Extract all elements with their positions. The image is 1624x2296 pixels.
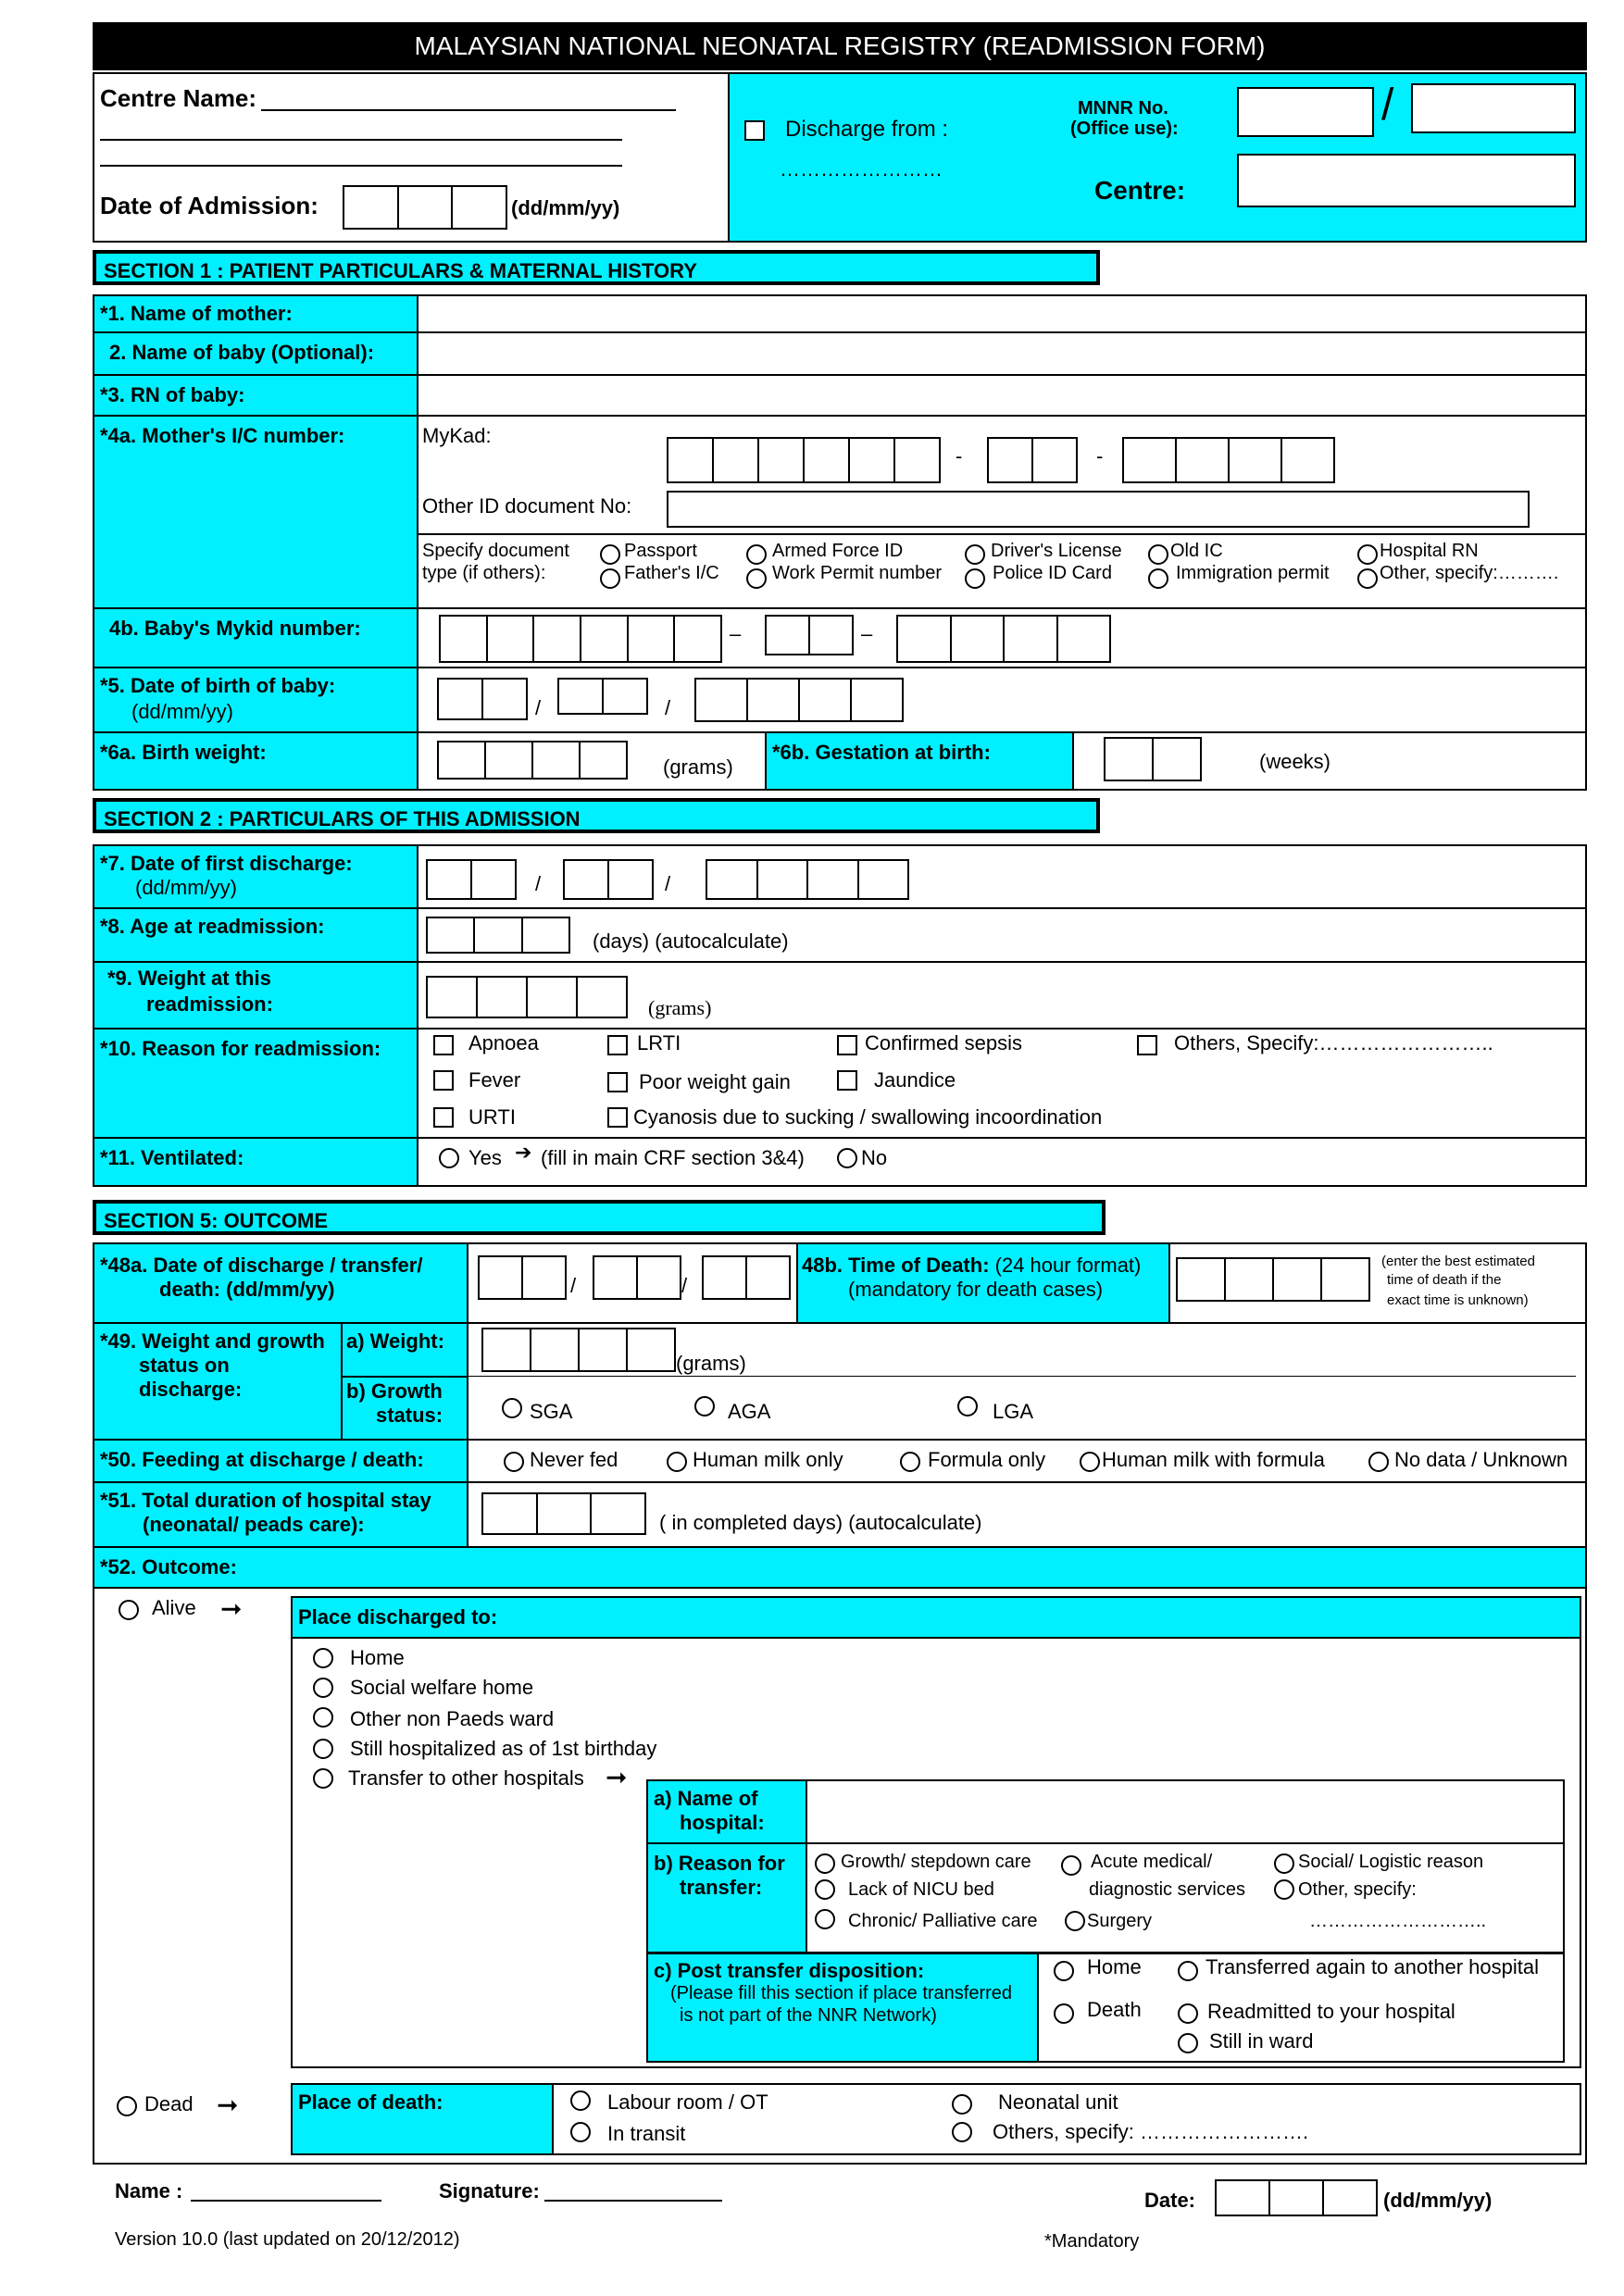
dob-slash-1: / (535, 696, 542, 719)
dest-social-label: Social welfare home (350, 1676, 534, 1699)
q9-label: *9. Weight at this (107, 967, 271, 990)
transfer-reason-label: b) Reason for (654, 1852, 785, 1875)
outcome-dead-radio[interactable] (117, 2096, 137, 2116)
q49-weight-unit: (grams) (676, 1352, 746, 1375)
doc-police-label: Police ID Card (993, 563, 1112, 583)
post-transfer-note-2: is not part of the NNR Network) (680, 2005, 937, 2026)
doc-immig-label: Immigration permit (1176, 563, 1330, 583)
footer-signature-line[interactable] (544, 2200, 722, 2202)
mykad-dash-1: - (956, 444, 963, 468)
growth-sga-label: SGA (530, 1400, 573, 1423)
doc-father-label: Father's I/C (624, 563, 719, 583)
centre-input[interactable] (1237, 154, 1576, 207)
footer-name-line[interactable] (191, 2200, 381, 2202)
centre-name-line (261, 109, 676, 111)
q2-label: 2. Name of baby (Optional): (109, 341, 375, 364)
reason-urti-checkbox[interactable] (433, 1107, 454, 1128)
ventilated-yes-radio[interactable] (439, 1148, 459, 1168)
death-labour-label: Labour room / OT (607, 2090, 768, 2114)
mykad-label: MyKad: (422, 424, 492, 447)
reason-sepsis-checkbox[interactable] (837, 1035, 857, 1055)
first-discharge-month-input[interactable] (563, 859, 654, 900)
specify-doc-label: Specify document (422, 541, 569, 561)
date-admission-input[interactable] (343, 185, 507, 230)
mother-name-input[interactable] (418, 296, 1585, 331)
tr-acute-radio[interactable] (1061, 1855, 1081, 1876)
q5-label: *5. Date of birth of baby: (100, 674, 336, 697)
form-title-bar (93, 22, 1587, 70)
readmission-weight-input[interactable] (426, 976, 628, 1018)
q48b-label: 48b. Time of Death: (24 hour format) (802, 1254, 1142, 1277)
tr-surgery-radio[interactable] (1065, 1911, 1085, 1931)
tr-nicu-radio[interactable] (815, 1879, 835, 1900)
q49-label: *49. Weight and growth (100, 1329, 325, 1353)
q9-label-2: readmission: (146, 992, 273, 1016)
birth-weight-input[interactable] (437, 741, 628, 780)
doc-oldic-radio[interactable] (1148, 544, 1168, 565)
mnnr-label: MNNR No. (1078, 98, 1168, 119)
doc-other-label: Other, specify:………. (1380, 563, 1559, 583)
mykad-input-2[interactable] (987, 437, 1078, 483)
dob-month-input[interactable] (557, 678, 648, 715)
q48a-label: *48a. Date of discharge / transfer/ (100, 1254, 423, 1277)
footer-mandatory: *Mandatory (1044, 2231, 1140, 2252)
q10-label: *10. Reason for readmission: (100, 1037, 381, 1060)
growth-aga-radio[interactable] (694, 1396, 715, 1416)
place-discharged-label: Place discharged to: (298, 1605, 498, 1628)
date-admission-format: (dd/mm/yy) (511, 196, 620, 219)
age-readmission-input[interactable] (426, 917, 570, 954)
post-transferred-label: Transferred again to another hospital (1206, 1955, 1539, 1978)
tr-chronic-radio[interactable] (815, 1909, 835, 1929)
death-others-radio[interactable] (952, 2122, 972, 2142)
footer-date-format: (dd/mm/yy) (1383, 2189, 1493, 2212)
footer-name-label: Name : (115, 2179, 183, 2202)
dead-arrow-icon: ➞ (217, 2090, 239, 2119)
feed-never-label: Never fed (530, 1448, 618, 1471)
reason-cyanosis-label: Cyanosis due to sucking / swallowing incoordination (633, 1105, 1103, 1129)
dest-still-radio[interactable] (313, 1739, 333, 1759)
q49-label-3: discharge: (139, 1378, 243, 1401)
outcome-alive-label: Alive (152, 1596, 196, 1619)
reason-others-label: Others, Specify:…………………….. (1174, 1031, 1493, 1054)
doc-work-label: Work Permit number (772, 563, 943, 583)
q6a-label: *6a. Birth weight: (100, 741, 267, 764)
doc-driver-label: Driver's License (991, 541, 1122, 561)
doc-armed-label: Armed Force ID (772, 541, 904, 561)
centre-label: Centre: (1094, 176, 1186, 205)
centre-name-label: Centre Name: (100, 84, 257, 112)
ventilated-arrow-icon: ➔ (515, 1141, 532, 1164)
baby-name-input[interactable] (418, 333, 1585, 374)
q49-growth-label-2: status: (376, 1404, 443, 1427)
doc-driver-radio[interactable] (965, 544, 985, 565)
death-others-label: Others, specify: ……………………. (993, 2120, 1309, 2143)
doc-hosp-radio[interactable] (1357, 544, 1378, 565)
hosp-name-label-2: hospital: (680, 1811, 765, 1834)
place-death-label: Place of death: (298, 2090, 443, 2114)
reason-fever-checkbox[interactable] (433, 1070, 454, 1091)
doc-passport-radio[interactable] (600, 544, 620, 565)
post-transfer-note-1: (Please fill this section if place transferred (670, 1983, 1013, 2003)
reason-lrti-checkbox[interactable] (607, 1035, 628, 1055)
growth-lga-radio[interactable] (957, 1396, 978, 1416)
mnnr-input-2[interactable] (1411, 83, 1576, 133)
outcome-alive-radio[interactable] (119, 1600, 139, 1620)
mykid-dash-2: – (861, 622, 873, 645)
dob-slash-2: / (665, 696, 671, 719)
q7-slash-2: / (665, 872, 671, 895)
doc-father-radio[interactable] (600, 568, 620, 589)
reason-others-checkbox[interactable] (1137, 1035, 1157, 1055)
dest-still-label: Still hospitalized as of 1st birthday (350, 1737, 657, 1760)
hospital-name-input[interactable] (807, 1781, 1563, 1842)
q8-note: (days) (autocalculate) (593, 930, 789, 953)
feed-mix-radio[interactable] (1080, 1452, 1100, 1472)
dob-year-input[interactable] (694, 678, 904, 722)
reason-cyanosis-checkbox[interactable] (607, 1107, 628, 1128)
gestation-unit: (weeks) (1259, 750, 1331, 773)
death-neonatal-radio[interactable] (952, 2094, 972, 2115)
doc-armed-radio[interactable] (746, 544, 767, 565)
tr-social-label: Social/ Logistic reason (1298, 1852, 1484, 1872)
q5-format: (dd/mm/yy) (131, 700, 233, 723)
discharge-month-input[interactable] (593, 1255, 681, 1300)
q4b-label: 4b. Baby's Mykid number: (109, 617, 361, 640)
mykad-input-3[interactable] (1122, 437, 1335, 483)
feed-human-radio[interactable] (667, 1452, 687, 1472)
q4a-label: *4a. Mother's I/C number: (100, 424, 345, 447)
dest-other-ward-radio[interactable] (313, 1707, 333, 1728)
alive-arrow-icon: ➞ (220, 1594, 243, 1623)
q48b-note: (mandatory for death cases) (848, 1278, 1104, 1301)
feed-human-label: Human milk only (693, 1448, 843, 1471)
specify-doc-label-2: type (if others): (422, 563, 546, 583)
dest-transfer-label: Transfer to other hospitals (348, 1766, 584, 1790)
section1-header: SECTION 1 : PATIENT PARTICULARS & MATERNAL HISTORY (93, 250, 1100, 285)
ventilated-yes-label: Yes (468, 1146, 502, 1169)
tr-social-radio[interactable] (1274, 1853, 1294, 1874)
tr-other-dots: ……………………….. (1309, 1911, 1487, 1931)
doc-work-radio[interactable] (746, 568, 767, 589)
doc-passport-label: Passport (624, 541, 697, 561)
section5-header: SECTION 5: OUTCOME (93, 1200, 1106, 1235)
post-readmitted-label: Readmitted to your hospital (1207, 2000, 1455, 2023)
tr-surgery-label: Surgery (1087, 1911, 1153, 1931)
footer-date-input[interactable] (1215, 2179, 1378, 2216)
q48b-hint-1: (enter the best estimated (1381, 1254, 1535, 1269)
post-death-radio[interactable] (1054, 2003, 1074, 2024)
first-discharge-day-input[interactable] (426, 859, 517, 900)
dest-social-radio[interactable] (313, 1678, 333, 1698)
q48a-slash-1: / (570, 1274, 577, 1297)
birth-weight-unit: (grams) (663, 755, 733, 779)
reason-jaundice-label: Jaundice (874, 1068, 956, 1092)
outcome-dead-label: Dead (144, 2092, 194, 2115)
discharge-from-label: Discharge from : (785, 117, 949, 142)
mykid-input-3[interactable] (896, 615, 1111, 663)
q1-label: *1. Name of mother: (100, 302, 293, 325)
doc-hosp-label: Hospital RN (1380, 541, 1479, 561)
stay-duration-input[interactable] (481, 1492, 646, 1535)
post-home-radio[interactable] (1054, 1961, 1074, 1981)
growth-sga-radio[interactable] (502, 1398, 522, 1418)
death-transit-label: In transit (607, 2122, 686, 2145)
feed-nodata-radio[interactable] (1368, 1452, 1389, 1472)
post-death-label: Death (1087, 1998, 1142, 2021)
feed-formula-label: Formula only (928, 1448, 1046, 1471)
footer-version: Version 10.0 (last updated on 20/12/2012) (115, 2229, 460, 2250)
death-neonatal-label: Neonatal unit (998, 2090, 1118, 2114)
tr-growth-label: Growth/ stepdown care (841, 1852, 1031, 1872)
q49-label-2: status on (139, 1354, 230, 1377)
q48a-slash-2: / (681, 1274, 688, 1297)
transfer-reason-label-2: transfer: (680, 1876, 763, 1899)
baby-rn-input[interactable] (418, 376, 1585, 415)
ventilated-note: (fill in main CRF section 3&4) (541, 1146, 805, 1169)
q7-slash-1: / (535, 872, 542, 895)
dest-home-radio[interactable] (313, 1648, 333, 1668)
doc-other-radio[interactable] (1357, 568, 1378, 589)
q51-note: ( in completed days) (autocalculate) (659, 1511, 982, 1534)
ventilated-no-radio[interactable] (837, 1148, 857, 1168)
first-discharge-year-input[interactable] (706, 859, 909, 900)
reason-apnoea-label: Apnoea (468, 1031, 539, 1054)
other-id-input[interactable] (667, 491, 1530, 528)
post-transfer-label: c) Post transfer disposition: (654, 1959, 925, 1982)
mykid-input-2[interactable] (765, 615, 854, 655)
tr-other-radio[interactable] (1274, 1879, 1294, 1900)
tr-nicu-label: Lack of NICU bed (848, 1879, 994, 1900)
growth-aga-label: AGA (728, 1400, 771, 1423)
tr-acute-label-2: diagnostic services (1089, 1879, 1245, 1900)
hosp-name-label: a) Name of (654, 1787, 758, 1810)
mykad-dash-2: - (1096, 444, 1104, 468)
q9-unit: (grams) (648, 996, 712, 1019)
reason-jaundice-checkbox[interactable] (837, 1070, 857, 1091)
reason-lrti-label: LRTI (637, 1031, 681, 1054)
mykid-dash-1: – (730, 622, 742, 645)
doc-oldic-label: Old IC (1170, 541, 1223, 561)
dob-day-input[interactable] (437, 678, 528, 720)
post-home-label: Home (1087, 1955, 1142, 1978)
mnnr-input-1[interactable] (1237, 87, 1374, 137)
discharge-from-dots: …………………… (780, 157, 943, 181)
q48b-hint-2: time of death if the (1387, 1272, 1502, 1288)
tr-chronic-label: Chronic/ Palliative care (848, 1911, 1038, 1931)
tr-acute-label: Acute medical/ (1091, 1852, 1213, 1872)
ventilated-no-label: No (861, 1146, 888, 1169)
section2-header: SECTION 2 : PARTICULARS OF THIS ADMISSION (93, 798, 1100, 833)
doc-immig-radio[interactable] (1148, 568, 1168, 589)
tr-other-label: Other, specify: (1298, 1879, 1417, 1900)
feed-nodata-label: No data / Unknown (1394, 1448, 1568, 1471)
tr-growth-radio[interactable] (815, 1853, 835, 1874)
dest-transfer-radio[interactable] (313, 1768, 333, 1789)
post-readmitted-radio[interactable] (1178, 2003, 1198, 2024)
q50-label: *50. Feeding at discharge / death: (100, 1448, 424, 1471)
growth-lga-label: LGA (993, 1400, 1034, 1423)
q49-growth-label: b) Growth (346, 1379, 443, 1403)
mykad-input-1[interactable] (667, 437, 941, 483)
footer-date-label: Date: (1144, 2189, 1196, 2212)
q7-format: (dd/mm/yy) (135, 876, 237, 899)
other-id-label: Other ID document No: (422, 494, 632, 518)
office-use-label: (Office use): (1070, 119, 1179, 139)
feed-never-radio[interactable] (504, 1452, 524, 1472)
q7-label: *7. Date of first discharge: (100, 852, 353, 875)
q11-label: *11. Ventilated: (100, 1146, 244, 1169)
gestation-input[interactable] (1104, 737, 1202, 781)
date-admission-label: Date of Admission: (100, 192, 319, 219)
q52-label-row (94, 1548, 1585, 1587)
reason-urti-label: URTI (468, 1105, 516, 1129)
q48a-label-2: death: (dd/mm/yy) (159, 1278, 335, 1301)
q48b-hint-3: exact time is unknown) (1387, 1292, 1529, 1308)
transfer-arrow-icon: ➞ (606, 1763, 628, 1791)
form-title: MALAYSIAN NATIONAL NEONATAL REGISTRY (READMISSION FORM) (414, 31, 1266, 60)
discharge-day-input[interactable] (478, 1255, 567, 1300)
q8-label: *8. Age at readmission: (100, 915, 325, 938)
death-labour-radio[interactable] (570, 2090, 591, 2111)
mnnr-slash: / (1381, 81, 1394, 130)
mykid-input-1[interactable] (439, 615, 722, 663)
reason-poor-weight-checkbox[interactable] (607, 1072, 628, 1092)
death-time-input[interactable] (1176, 1257, 1370, 1302)
reason-sepsis-label: Confirmed sepsis (865, 1031, 1022, 1054)
post-transferred-radio[interactable] (1178, 1961, 1198, 1981)
dest-other-ward-label: Other non Paeds ward (350, 1707, 555, 1730)
reason-fever-label: Fever (468, 1068, 521, 1092)
q6b-label: *6b. Gestation at birth: (772, 741, 991, 764)
discharge-weight-input[interactable] (481, 1328, 676, 1372)
dest-home-label: Home (350, 1646, 405, 1669)
q51-label: *51. Total duration of hospital stay (100, 1489, 431, 1512)
discharge-year-input[interactable] (702, 1255, 791, 1300)
reason-apnoea-checkbox[interactable] (433, 1035, 454, 1055)
death-transit-radio[interactable] (570, 2122, 591, 2142)
q3-label: *3. RN of baby: (100, 383, 245, 406)
post-still-label: Still in ward (1209, 2029, 1314, 2053)
feed-mix-label: Human milk with formula (1102, 1448, 1325, 1471)
reason-poor-weight-label: Poor weight gain (639, 1070, 791, 1093)
discharge-from-checkbox[interactable] (744, 120, 765, 141)
feed-formula-radio[interactable] (900, 1452, 920, 1472)
doc-police-radio[interactable] (965, 568, 985, 589)
post-still-radio[interactable] (1178, 2033, 1198, 2053)
q52-label: *52. Outcome: (100, 1555, 237, 1578)
q49-weight-label: a) Weight: (346, 1329, 444, 1353)
q51-label-2: (neonatal/ peads care): (143, 1513, 365, 1536)
footer-signature-label: Signature: (439, 2179, 540, 2202)
